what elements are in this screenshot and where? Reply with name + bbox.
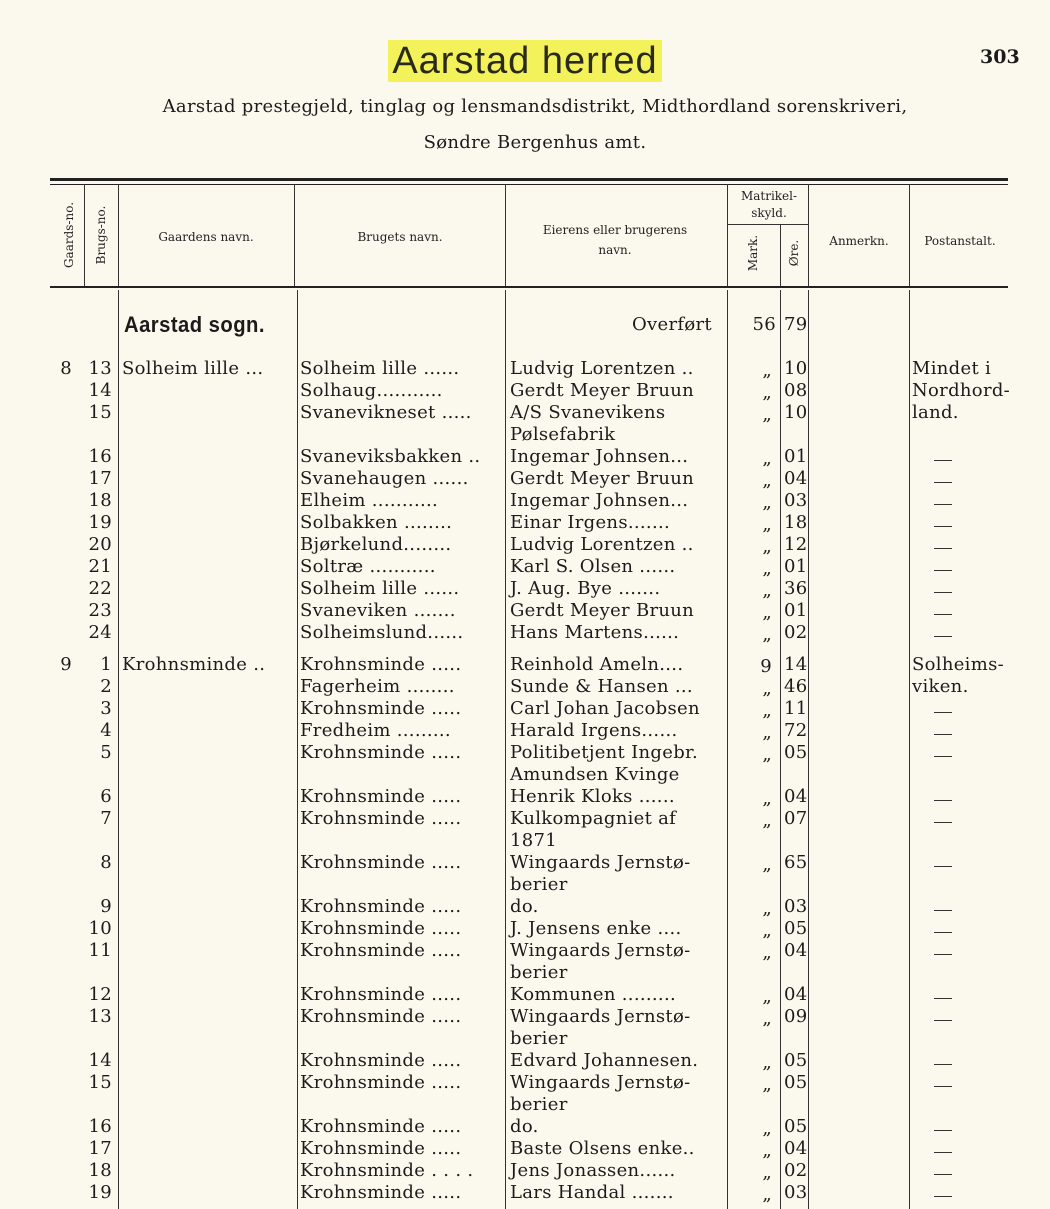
gaardens-navn: Solheim lille ... bbox=[122, 358, 264, 379]
body-col-divider bbox=[808, 290, 809, 1209]
ore-value: 09 bbox=[784, 1006, 808, 1027]
brugets-navn: Krohnsminde ..... bbox=[300, 808, 462, 829]
header-gaardens-navn: Gaardens navn. bbox=[158, 230, 254, 244]
ore-value: 07 bbox=[784, 808, 808, 829]
eier-navn: Einar Irgens....... bbox=[510, 512, 671, 533]
brugets-navn: Krohnsminde ..... bbox=[300, 918, 462, 939]
body-col-divider bbox=[909, 290, 910, 1209]
ore-value: 65 bbox=[784, 852, 808, 873]
header-brugs-no: Brugs-no. bbox=[94, 205, 108, 265]
ore-value: 03 bbox=[784, 490, 808, 511]
eier-navn: Wingaards Jernstø- bbox=[510, 1072, 691, 1093]
brugs-number: 2 bbox=[100, 676, 112, 697]
brugets-navn: Solheimslund...... bbox=[300, 622, 464, 643]
postanstalt-dash bbox=[934, 756, 952, 757]
eier-navn: Ludvig Lorentzen .. bbox=[510, 534, 694, 555]
postanstalt-dash bbox=[934, 822, 952, 823]
postanstalt: viken. bbox=[912, 676, 969, 697]
header-postanstalt: Postanstalt. bbox=[924, 234, 996, 248]
brugets-navn: Fredheim ......... bbox=[300, 720, 451, 741]
ore-value: 02 bbox=[784, 1160, 808, 1181]
brugs-number: 16 bbox=[88, 1116, 112, 1137]
header-ore: Øre. bbox=[787, 239, 801, 267]
mark-value: „ bbox=[762, 788, 772, 809]
mark-value: „ bbox=[762, 514, 772, 535]
brugs-number: 17 bbox=[88, 1138, 112, 1159]
eier-navn: Harald Irgens...... bbox=[510, 720, 678, 741]
eier-navn: Karl S. Olsen ...... bbox=[510, 556, 676, 577]
page-title bbox=[0, 40, 1050, 83]
matrikel-underline bbox=[727, 224, 808, 225]
postanstalt-dash bbox=[934, 910, 952, 911]
brugs-number: 13 bbox=[88, 1006, 112, 1027]
postanstalt-dash bbox=[934, 1064, 952, 1065]
eier-navn: berier bbox=[510, 1028, 568, 1049]
col-divider bbox=[780, 224, 781, 286]
ore-value: 01 bbox=[784, 556, 808, 577]
brugs-number: 12 bbox=[88, 984, 112, 1005]
mark-value: „ bbox=[762, 536, 772, 557]
brugs-number: 20 bbox=[88, 534, 112, 555]
col-divider bbox=[294, 184, 295, 286]
mark-value: „ bbox=[762, 744, 772, 765]
eier-navn: J. Aug. Bye ....... bbox=[510, 578, 661, 599]
brugs-number: 14 bbox=[88, 1050, 112, 1071]
eier-navn: Carl Johan Jacobsen bbox=[510, 698, 700, 719]
col-divider bbox=[118, 184, 119, 286]
ore-value: 18 bbox=[784, 512, 808, 533]
eier-navn: Sunde & Hansen ... bbox=[510, 676, 693, 697]
ore-value: 10 bbox=[784, 402, 808, 423]
brugets-navn: Soltræ ........... bbox=[300, 556, 436, 577]
eier-navn: Gerdt Meyer Bruun bbox=[510, 468, 695, 489]
postanstalt-dash bbox=[934, 592, 952, 593]
mark-value: „ bbox=[762, 624, 772, 645]
mark-value: „ bbox=[762, 700, 772, 721]
mark-value: „ bbox=[762, 1162, 772, 1183]
brugs-number: 11 bbox=[88, 940, 112, 961]
ore-value: 05 bbox=[784, 742, 808, 763]
ore-value: 05 bbox=[784, 1050, 808, 1071]
ore-value: 72 bbox=[784, 720, 808, 741]
brugets-navn: Fagerheim ........ bbox=[300, 676, 455, 697]
brugets-navn: Krohnsminde ..... bbox=[300, 1182, 462, 1203]
header-anmerkn: Anmerkn. bbox=[829, 234, 889, 248]
brugets-navn: Solheim lille ...... bbox=[300, 578, 460, 599]
eier-navn: Ludvig Lorentzen .. bbox=[510, 358, 694, 379]
postanstalt-dash bbox=[934, 636, 952, 637]
brugets-navn: Krohnsminde ..... bbox=[300, 852, 462, 873]
eier-navn: Reinhold Ameln.... bbox=[510, 654, 684, 675]
postanstalt-dash bbox=[934, 998, 952, 999]
eier-navn: Gerdt Meyer Bruun bbox=[510, 380, 695, 401]
brugs-number: 19 bbox=[88, 512, 112, 533]
ore-value: 01 bbox=[784, 600, 808, 621]
eier-navn: berier bbox=[510, 962, 568, 983]
eier-navn: berier bbox=[510, 874, 568, 895]
postanstalt-dash bbox=[934, 954, 952, 955]
postanstalt: Nordhord- bbox=[912, 380, 1011, 401]
brugets-navn: Krohnsminde ..... bbox=[300, 1072, 462, 1093]
mark-value: „ bbox=[762, 986, 772, 1007]
eier-navn: Lars Handal ....... bbox=[510, 1182, 674, 1203]
ore-value: 11 bbox=[784, 698, 808, 719]
postanstalt-dash bbox=[934, 1086, 952, 1087]
mark-value: „ bbox=[762, 602, 772, 623]
sogn-heading: Aarstad sogn. bbox=[124, 312, 265, 337]
ore-value: 03 bbox=[784, 1182, 808, 1203]
eier-navn: Hans Martens...... bbox=[510, 622, 680, 643]
mark-value: „ bbox=[762, 558, 772, 579]
brugs-number: 1 bbox=[100, 654, 112, 675]
mark-value: „ bbox=[762, 678, 772, 699]
eier-navn: Wingaards Jernstø- bbox=[510, 940, 691, 961]
postanstalt-dash bbox=[934, 1174, 952, 1175]
brugs-number: 13 bbox=[88, 358, 112, 379]
header-matrikel: Matrikel-skyld. bbox=[740, 189, 798, 220]
eier-navn: Wingaards Jernstø- bbox=[510, 852, 691, 873]
ore-value: 08 bbox=[784, 380, 808, 401]
brugets-navn: Krohnsminde ..... bbox=[300, 1116, 462, 1137]
postanstalt-dash bbox=[934, 460, 952, 461]
eier-navn: J. Jensens enke .... bbox=[510, 918, 682, 939]
ore-value: 04 bbox=[784, 1138, 808, 1159]
header-brugets-navn: Brugets navn. bbox=[357, 230, 443, 244]
postanstalt: Mindet i bbox=[912, 358, 992, 379]
postanstalt-dash bbox=[934, 1196, 952, 1197]
brugs-number: 15 bbox=[88, 402, 112, 423]
brugets-navn: Solhaug........... bbox=[300, 380, 443, 401]
brugs-number: 18 bbox=[88, 1160, 112, 1181]
brugets-navn: Svaneviksbakken .. bbox=[300, 446, 481, 467]
ore-value: 05 bbox=[784, 1072, 808, 1093]
brugets-navn: Solbakken ........ bbox=[300, 512, 453, 533]
mark-value: „ bbox=[762, 810, 772, 831]
ore-value: 03 bbox=[784, 896, 808, 917]
col-divider bbox=[505, 184, 506, 286]
brugets-navn: Solheim lille ...... bbox=[300, 358, 460, 379]
mark-value: „ bbox=[762, 722, 772, 743]
eier-navn: Ingemar Johnsen... bbox=[510, 490, 689, 511]
postanstalt-dash bbox=[934, 712, 952, 713]
mark-value: „ bbox=[762, 382, 772, 403]
brugs-number: 17 bbox=[88, 468, 112, 489]
gaardens-navn: Krohnsminde .. bbox=[122, 654, 266, 675]
brugs-number: 8 bbox=[100, 852, 112, 873]
postanstalt: Solheims- bbox=[912, 654, 1005, 675]
postanstalt-dash bbox=[934, 1020, 952, 1021]
header-mark: Mark. bbox=[746, 234, 760, 272]
overfort-mark: 56 bbox=[752, 314, 776, 335]
brugs-number: 3 bbox=[100, 698, 112, 719]
ore-value: 05 bbox=[784, 1116, 808, 1137]
mark-value: „ bbox=[762, 1008, 772, 1029]
brugets-navn: Krohnsminde ..... bbox=[300, 654, 462, 675]
brugs-number: 22 bbox=[88, 578, 112, 599]
ore-value: 04 bbox=[784, 468, 808, 489]
eier-navn: Baste Olsens enke.. bbox=[510, 1138, 695, 1159]
eier-navn: Pølsefabrik bbox=[510, 424, 616, 445]
brugs-number: 4 bbox=[100, 720, 112, 741]
header-gaards-no: Gaards-no. bbox=[62, 201, 76, 269]
postanstalt-dash bbox=[934, 1130, 952, 1131]
gaards-number: 9 bbox=[60, 654, 72, 675]
postanstalt-dash bbox=[934, 570, 952, 571]
body-col-divider bbox=[118, 290, 119, 1209]
eier-navn: Henrik Kloks ...... bbox=[510, 786, 675, 807]
mark-value: „ bbox=[762, 404, 772, 425]
brugs-number: 6 bbox=[100, 786, 112, 807]
brugets-navn: Krohnsminde ..... bbox=[300, 896, 462, 917]
postanstalt-dash bbox=[934, 482, 952, 483]
ore-value: 01 bbox=[784, 446, 808, 467]
mark-value: „ bbox=[762, 492, 772, 513]
header-bottom-rule bbox=[50, 286, 1008, 288]
eier-navn: do. bbox=[510, 1116, 539, 1137]
col-divider bbox=[909, 184, 910, 286]
mark-value: „ bbox=[762, 1052, 772, 1073]
brugs-number: 14 bbox=[88, 380, 112, 401]
brugets-navn: Elheim ........... bbox=[300, 490, 439, 511]
mark-value: „ bbox=[762, 1074, 772, 1095]
brugs-number: 9 bbox=[100, 896, 112, 917]
gaards-number: 8 bbox=[60, 358, 72, 379]
body-col-divider bbox=[297, 290, 298, 1209]
col-divider bbox=[727, 184, 728, 286]
brugets-navn: Krohnsminde ..... bbox=[300, 698, 462, 719]
brugets-navn: Krohnsminde ..... bbox=[300, 1006, 462, 1027]
eier-navn: Amundsen Kvinge bbox=[510, 764, 680, 785]
mark-value: „ bbox=[762, 942, 772, 963]
postanstalt-dash bbox=[934, 614, 952, 615]
eier-navn: Kommunen ......... bbox=[510, 984, 676, 1005]
brugets-navn: Krohnsminde . . . . bbox=[300, 1160, 474, 1181]
ore-value: 10 bbox=[784, 358, 808, 379]
mark-value: „ bbox=[762, 360, 772, 381]
body-col-divider bbox=[505, 290, 506, 1209]
brugets-navn: Krohnsminde ..... bbox=[300, 940, 462, 961]
eier-navn: berier bbox=[510, 1094, 568, 1115]
mark-value: „ bbox=[762, 898, 772, 919]
mark-value: „ bbox=[762, 448, 772, 469]
eier-navn: 1871 bbox=[510, 830, 558, 851]
brugets-navn: Krohnsminde ..... bbox=[300, 1050, 462, 1071]
eier-navn: Politibetjent Ingebr. bbox=[510, 742, 698, 763]
eier-navn: Ingemar Johnsen... bbox=[510, 446, 689, 467]
postanstalt-dash bbox=[934, 866, 952, 867]
postanstalt-dash bbox=[934, 1152, 952, 1153]
mark-value: „ bbox=[762, 1118, 772, 1139]
page-number: 303 bbox=[980, 46, 1020, 68]
top-rule bbox=[50, 178, 1008, 181]
brugets-navn: Krohnsminde ..... bbox=[300, 786, 462, 807]
brugs-number: 5 bbox=[100, 742, 112, 763]
brugs-number: 16 bbox=[88, 446, 112, 467]
col-divider bbox=[84, 184, 85, 286]
postanstalt-dash bbox=[934, 504, 952, 505]
postanstalt-dash bbox=[934, 548, 952, 549]
body-col-divider bbox=[780, 290, 781, 1209]
brugs-number: 21 bbox=[88, 556, 112, 577]
mark-value: 9 bbox=[760, 656, 772, 677]
brugs-number: 19 bbox=[88, 1182, 112, 1203]
mark-value: „ bbox=[762, 470, 772, 491]
eier-navn: Jens Jonassen...... bbox=[510, 1160, 676, 1181]
brugs-number: 24 bbox=[88, 622, 112, 643]
eier-navn: do. bbox=[510, 896, 539, 917]
brugets-navn: Svanehaugen ...... bbox=[300, 468, 469, 489]
ore-value: 04 bbox=[784, 940, 808, 961]
mark-value: „ bbox=[762, 1140, 772, 1161]
top-rule-thin bbox=[50, 184, 1008, 185]
mark-value: „ bbox=[762, 1184, 772, 1205]
ore-value: 36 bbox=[784, 578, 808, 599]
mark-value: „ bbox=[762, 580, 772, 601]
ore-value: 04 bbox=[784, 786, 808, 807]
subtitle-line-2: Søndre Bergenhus amt. bbox=[423, 132, 647, 153]
brugs-number: 10 bbox=[88, 918, 112, 939]
body-col-divider bbox=[727, 290, 728, 1209]
brugs-number: 18 bbox=[88, 490, 112, 511]
mark-value: „ bbox=[762, 920, 772, 941]
brugets-navn: Krohnsminde ..... bbox=[300, 742, 462, 763]
eier-navn: Wingaards Jernstø- bbox=[510, 1006, 691, 1027]
brugs-number: 23 bbox=[88, 600, 112, 621]
brugets-navn: Svaneviken ....... bbox=[300, 600, 456, 621]
postanstalt-dash bbox=[934, 526, 952, 527]
postanstalt-dash bbox=[934, 734, 952, 735]
overfort-ore: 79 bbox=[784, 314, 808, 335]
brugets-navn: Krohnsminde ..... bbox=[300, 1138, 462, 1159]
eier-navn: Edvard Johannesen. bbox=[510, 1050, 699, 1071]
eier-navn: A/S Svanevikens bbox=[510, 402, 666, 423]
ore-value: 04 bbox=[784, 984, 808, 1005]
subtitle-line-1: Aarstad prestegjeld, tinglag og lensmandsdistrikt, Midthordland sorenskriveri, bbox=[162, 96, 908, 117]
brugets-navn: Bjørkelund........ bbox=[300, 534, 452, 555]
mark-value: „ bbox=[762, 854, 772, 875]
postanstalt: land. bbox=[912, 402, 959, 423]
page-title-text: Aarstad herred bbox=[388, 40, 661, 82]
ore-value: 46 bbox=[784, 676, 808, 697]
brugs-number: 7 bbox=[100, 808, 112, 829]
header-eierens: Eierens eller brugerens navn. bbox=[542, 223, 688, 257]
ore-value: 14 bbox=[784, 654, 808, 675]
eier-navn: Gerdt Meyer Bruun bbox=[510, 600, 695, 621]
postanstalt-dash bbox=[934, 932, 952, 933]
ore-value: 05 bbox=[784, 918, 808, 939]
overfort-label: Overført bbox=[632, 314, 712, 335]
ore-value: 02 bbox=[784, 622, 808, 643]
ore-value: 12 bbox=[784, 534, 808, 555]
brugs-number: 15 bbox=[88, 1072, 112, 1093]
eier-navn: Kulkompagniet af bbox=[510, 808, 677, 829]
brugets-navn: Krohnsminde ..... bbox=[300, 984, 462, 1005]
postanstalt-dash bbox=[934, 800, 952, 801]
brugets-navn: Svanevikneset ..... bbox=[300, 402, 472, 423]
